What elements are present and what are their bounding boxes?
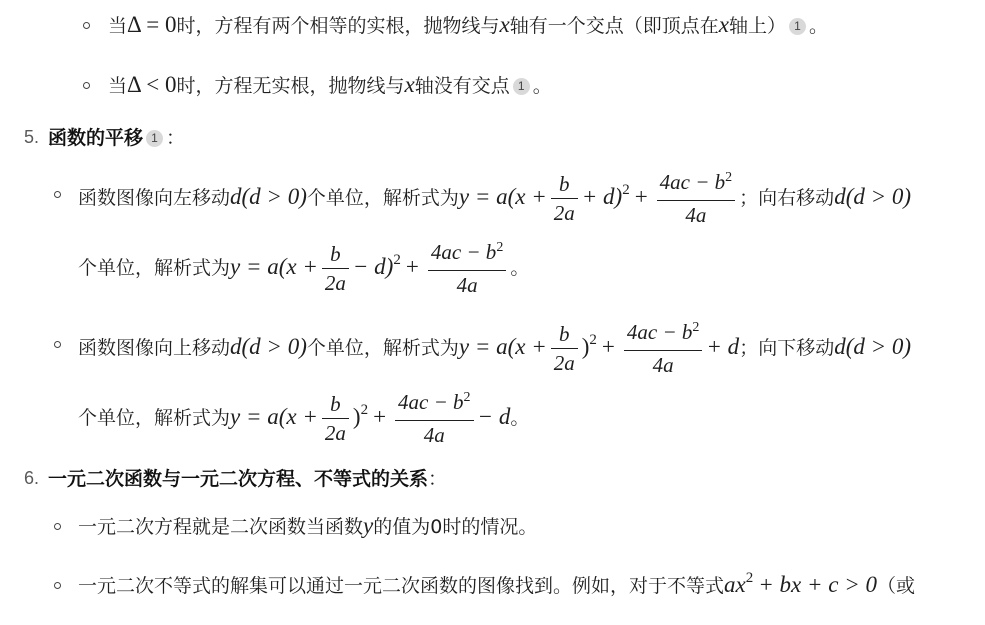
citation-badge[interactable]: 1 [789, 18, 806, 35]
fraction-denominator: 4a [456, 273, 478, 297]
fraction [551, 172, 578, 225]
math-expression: y = a(x + [458, 334, 547, 359]
fraction-denominator: 2a [324, 421, 346, 445]
list-bullet [54, 582, 61, 589]
fraction-numerator-text: 4ac − b [659, 170, 726, 194]
text: （或 [876, 575, 915, 597]
exponent: 2 [496, 240, 504, 255]
math-operator: + [634, 184, 648, 209]
exponent: 2 [360, 402, 369, 418]
fraction-denominator: 2a [553, 351, 575, 375]
fraction [322, 242, 349, 295]
fraction-denominator: 4a [652, 353, 674, 377]
text: 一元二次方程就是二次函数当函数 [78, 516, 364, 538]
fraction-numerator [395, 390, 474, 421]
text: 轴有一个交点（即顶点在 [509, 15, 719, 37]
list-bullet [54, 191, 61, 198]
fraction-numerator: b [551, 322, 578, 349]
fraction-denominator: 4a [685, 203, 707, 227]
text: ；向右移动 [739, 187, 835, 209]
section-heading [48, 125, 185, 151]
text: 。 [510, 407, 530, 429]
citation-badge[interactable]: 1 [513, 78, 530, 95]
fraction-numerator: b [322, 242, 349, 269]
fraction-denominator: 4a [423, 423, 445, 447]
math-var: y [363, 513, 374, 538]
text: 个单位，解析式为 [306, 187, 459, 209]
fraction [428, 240, 507, 297]
math-expression: + d) [581, 184, 623, 209]
text: 。 [809, 15, 829, 37]
shift-lr-line1 [78, 170, 911, 227]
list-bullet [54, 523, 61, 530]
list-bullet [83, 22, 90, 29]
fraction [624, 320, 703, 377]
text: 轴上） [728, 15, 786, 37]
text: 轴没有交点 [414, 75, 510, 97]
relation-item-2 [78, 572, 915, 601]
fraction-numerator: b [322, 392, 349, 419]
text: 函数图像向左移动 [78, 187, 231, 209]
delta-neg-item [108, 72, 552, 99]
heading-text: 一元二次函数与一元二次方程、不等式的关系 [48, 468, 429, 490]
text: ： [166, 127, 186, 149]
exponent: 2 [393, 252, 401, 268]
text: ： [428, 468, 448, 490]
math-paren: ) [352, 404, 361, 429]
text: 个单位，解析式为 [78, 407, 231, 429]
exponent: 2 [692, 320, 700, 335]
fraction-numerator [657, 170, 736, 201]
math-operator: + [373, 404, 387, 429]
fraction-numerator-text: 4ac − b [398, 390, 464, 414]
exponent: 2 [745, 570, 754, 586]
exponent: 2 [589, 332, 597, 348]
fraction-denominator: 2a [324, 271, 346, 295]
shift-ud-line2 [78, 390, 529, 447]
fraction [395, 390, 474, 447]
math-expression: + d [706, 334, 740, 359]
fraction-numerator-text: 4ac − b [430, 240, 497, 264]
text: 一元二次不等式的解集可以通过一元二次函数的图像找到。例如，对于不等式 [78, 575, 725, 597]
fraction-numerator [624, 320, 703, 351]
fraction-numerator: b [551, 172, 578, 199]
math-expression: y = a(x + [230, 404, 318, 429]
math-var: x [499, 12, 510, 37]
text: 当 [108, 75, 128, 97]
text: 时，方程无实根，抛物线与 [176, 75, 405, 97]
fraction [322, 392, 349, 445]
math-expression: d(d > 0) [834, 184, 912, 209]
list-number: 5. [24, 127, 40, 147]
math-var: x [404, 72, 415, 97]
exponent: 2 [463, 390, 471, 405]
section-heading [48, 466, 447, 492]
math-operator: + [405, 254, 419, 279]
heading-text: 函数的平移 [48, 127, 144, 149]
fraction-denominator: 2a [553, 201, 575, 225]
math-var: x [718, 12, 729, 37]
list-bullet [83, 82, 90, 89]
math-expression: − d) [352, 254, 394, 279]
list-bullet [54, 341, 61, 348]
fraction-numerator-text: 4ac − b [626, 320, 693, 344]
math-expression: y = a(x + [458, 184, 547, 209]
delta-zero-item [108, 12, 828, 39]
math-operator: + [601, 334, 615, 359]
text: 个单位，解析式为 [78, 257, 231, 279]
math-paren: ) [581, 334, 590, 359]
math-expression: − d [477, 404, 511, 429]
math-expression: + bx + c > 0 [758, 572, 877, 597]
text: 时，方程有两个相等的实根，抛物线与 [176, 15, 500, 37]
exponent: 2 [725, 170, 733, 185]
text: 的值为0时的情况。 [373, 516, 538, 538]
text: 个单位，解析式为 [306, 337, 459, 359]
math-expression: d(d > 0) [230, 184, 307, 209]
shift-ud-line1 [78, 320, 911, 377]
text: ；向下移动 [739, 337, 835, 359]
math-expression: Δ = 0 [127, 12, 177, 37]
text: 当 [108, 15, 128, 37]
math-expression: ax [724, 572, 746, 597]
fraction [551, 322, 578, 375]
math-expression: y = a(x + [230, 254, 318, 279]
text: 。 [532, 75, 552, 97]
fraction-numerator [428, 240, 507, 271]
math-expression: d(d > 0) [230, 334, 307, 359]
citation-badge[interactable]: 1 [146, 130, 163, 147]
text: 函数图像向上移动 [78, 337, 231, 359]
shift-lr-line2 [78, 240, 529, 297]
math-expression: d(d > 0) [834, 334, 912, 359]
fraction [657, 170, 736, 227]
math-expression: Δ < 0 [127, 72, 177, 97]
exponent: 2 [622, 182, 630, 198]
list-number: 6. [24, 468, 40, 488]
text: 。 [510, 257, 530, 279]
relation-item-1 [78, 513, 537, 540]
